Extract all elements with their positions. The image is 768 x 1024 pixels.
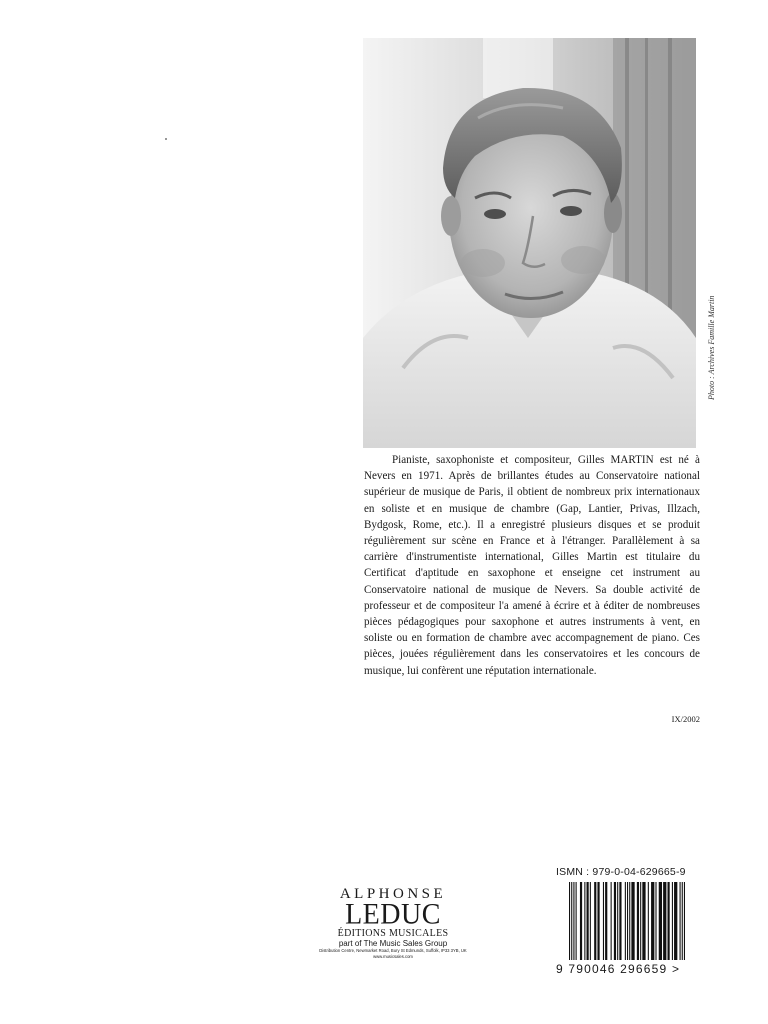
barcode-bar (627, 882, 628, 960)
barcode-bar (651, 882, 654, 960)
barcode-bar (619, 882, 621, 960)
barcode-bar (605, 882, 607, 960)
publisher-editions: ÉDITIONS MUSICALES (337, 928, 449, 939)
publisher-group: part of The Music Sales Group (338, 939, 448, 948)
paper-speck (165, 138, 167, 140)
barcode-bars (569, 882, 685, 960)
barcode-bar (573, 882, 574, 960)
barcode-bar (655, 882, 656, 960)
barcode-bar (663, 882, 666, 960)
barcode-bar (617, 882, 618, 960)
barcode-bar (684, 882, 685, 960)
barcode-bar (667, 882, 669, 960)
barcode-bar (625, 882, 626, 960)
publisher-address: Distribution Centre, Newmarket Road, Bury St Edmunds, Suffolk, IP33 3YB, UK (319, 948, 467, 953)
barcode-bar (594, 882, 596, 960)
barcode-bar (576, 882, 577, 960)
barcode-bar (590, 882, 591, 960)
barcode-bar (680, 882, 681, 960)
barcode-bar (571, 882, 572, 960)
publisher-logo (298, 887, 488, 959)
publication-date: IX/2002 (671, 714, 700, 724)
author-biography: Pianiste, saxophoniste et compositeur, Gilles MARTIN est né à Nevers en 1971. Après de brillantes études au Conservatoire national supérieur de musique de Paris, il obtient de nombreux prix internationaux en soliste et en musique de chambre (Gap, Lantier, Privas, Illzach, Bydgosk, Rome, etc.). Il a enregistré plusieurs disques et se produit régulièrement sur scène en France et à l'étranger. Parallèlement à sa carrière d'instrumentiste international, Gilles Martin est titulaire du Certificat d'aptitude en saxophone et enseigne cet instrument au Conservatoire national de musique de Nevers. Sa double activité de professeur et de compositeur l'a amené à écrire et à éditer de nombreuses pièces pédagogiques pour saxophone et autres instruments à vent, en soliste ou en formation de chambre avec accompagnement de piano. Ces pièces, jouées régulièrement dans les conservatoires et les concours de musique, lui confèrent une réputation internationale. (364, 454, 700, 677)
publisher-website: www.musicsales.com (373, 954, 413, 959)
barcode-bar (629, 882, 630, 960)
barcode (569, 882, 685, 960)
ismn-label: ISMN : 979-0-04-629665-9 (556, 866, 686, 878)
barcode-bar (587, 882, 589, 960)
barcode-bar (603, 882, 604, 960)
barcode-bar (597, 882, 599, 960)
barcode-bar (637, 882, 639, 960)
barcode-bar (672, 882, 673, 960)
photo-credit: Photo : Archives Famille Martin (707, 295, 716, 400)
barcode-bar (648, 882, 649, 960)
barcode-bar (580, 882, 582, 960)
publisher-name-last: LEDUC (345, 898, 441, 931)
barcode-bar (631, 882, 634, 960)
barcode-digits: 9 790046 296659 > (556, 962, 681, 976)
barcode-bar (584, 882, 585, 960)
barcode-bar (674, 882, 677, 960)
publisher-name-first: ALPHONSE (339, 886, 447, 902)
barcode-bar (614, 882, 616, 960)
barcode-bar (659, 882, 662, 960)
barcode-bar (640, 882, 641, 960)
author-photo-image (363, 38, 696, 448)
barcode-bar (642, 882, 645, 960)
barcode-bar (569, 882, 570, 960)
barcode-bar (611, 882, 612, 960)
barcode-bar (682, 882, 683, 960)
author-photo (363, 38, 696, 448)
